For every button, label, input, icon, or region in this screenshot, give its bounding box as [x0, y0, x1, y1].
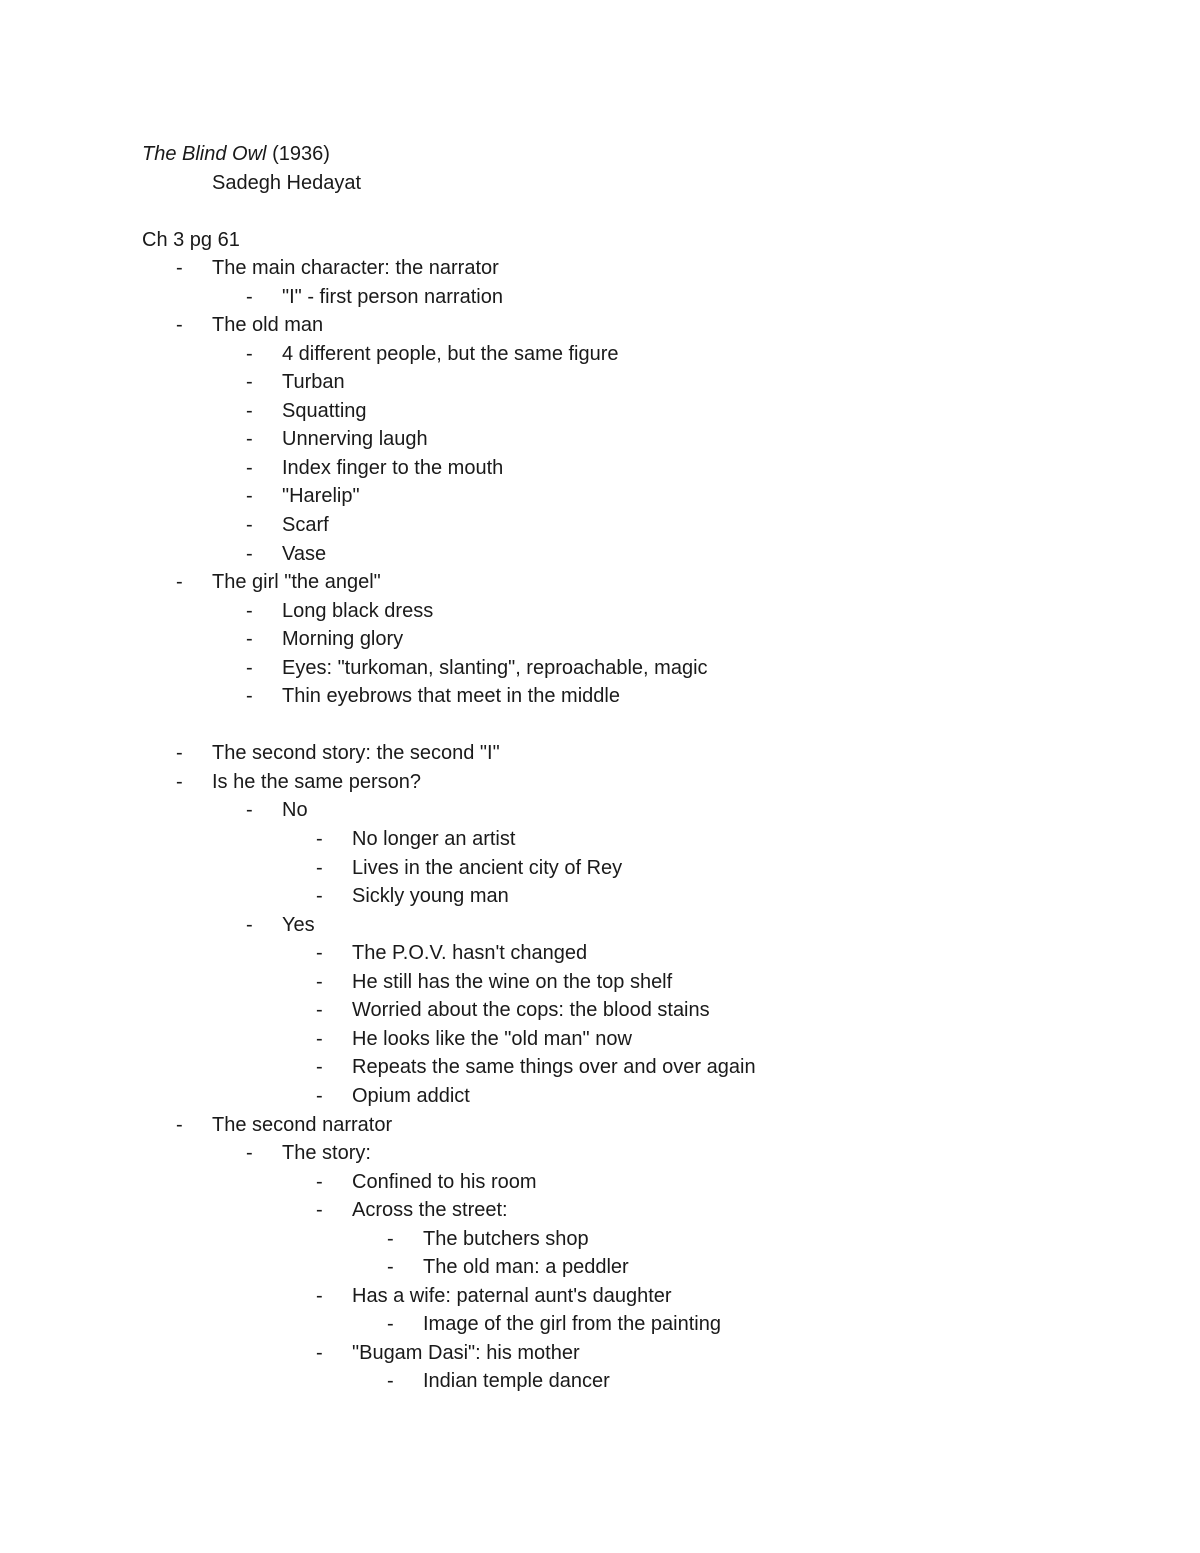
outline-item-level-2: "I" - first person narration	[282, 286, 503, 308]
outline-item-level-3: The P.O.V. hasn't changed	[352, 942, 588, 964]
bullet-dash: -	[246, 400, 253, 422]
publication-year: (1936)	[272, 143, 330, 165]
outline-item-level-1: Is he the same person?	[212, 771, 422, 793]
outline-item-level-1: The second narrator	[212, 1114, 393, 1136]
bullet-dash: -	[246, 657, 253, 679]
outline-item-level-3: Confined to his room	[352, 1171, 537, 1193]
bullet-dash: -	[246, 543, 253, 565]
bullet-dash: -	[316, 857, 323, 879]
outline-item-level-2: No	[282, 799, 308, 821]
bullet-dash: -	[246, 371, 253, 393]
outline-item-level-2: Eyes: "turkoman, slanting", reproachable, magic	[282, 657, 708, 679]
bullet-dash: -	[176, 742, 183, 764]
outline-item-level-3: "Bugam Dasi": his mother	[352, 1342, 580, 1364]
outline-item-level-2: Morning glory	[282, 628, 404, 650]
author-name: Sadegh Hedayat	[212, 172, 362, 194]
outline-item-level-4: Image of the girl from the painting	[423, 1313, 721, 1335]
bullet-dash: -	[387, 1228, 394, 1250]
outline-item-level-2: "Harelip"	[282, 485, 360, 507]
outline-item-level-2: Vase	[282, 543, 327, 565]
outline-item-level-3: Across the street:	[352, 1199, 508, 1221]
outline-item-level-2: 4 different people, but the same figure	[282, 343, 619, 365]
bullet-dash: -	[246, 628, 253, 650]
bullet-dash: -	[246, 457, 253, 479]
bullet-dash: -	[246, 343, 253, 365]
outline-item-level-2: Thin eyebrows that meet in the middle	[282, 685, 620, 707]
bullet-dash: -	[316, 971, 323, 993]
outline-item-level-3: Lives in the ancient city of Rey	[352, 857, 623, 879]
bullet-dash: -	[246, 685, 253, 707]
outline-item-level-3: Opium addict	[352, 1085, 470, 1107]
outline-item-level-2: Turban	[282, 371, 345, 393]
chapter-reference: Ch 3 pg 61	[142, 229, 240, 251]
bullet-dash: -	[316, 1342, 323, 1364]
outline-item-level-3: Worried about the cops: the blood stains	[352, 999, 710, 1021]
bullet-dash: -	[316, 1171, 323, 1193]
bullet-dash: -	[316, 999, 323, 1021]
outline-item-level-2: Squatting	[282, 400, 367, 422]
bullet-dash: -	[246, 914, 253, 936]
outline-item-level-3: Repeats the same things over and over again	[352, 1056, 756, 1078]
bullet-dash: -	[246, 514, 253, 536]
bullet-dash: -	[246, 1142, 253, 1164]
outline-item-level-4: The old man: a peddler	[423, 1256, 629, 1278]
bullet-dash: -	[316, 1085, 323, 1107]
bullet-dash: -	[176, 1114, 183, 1136]
bullet-dash: -	[387, 1256, 394, 1278]
document-title-line	[142, 142, 330, 166]
outline-item-level-2: Unnerving laugh	[282, 428, 428, 450]
bullet-dash: -	[246, 600, 253, 622]
bullet-dash: -	[246, 286, 253, 308]
outline-item-level-2: Long black dress	[282, 600, 434, 622]
bullet-dash: -	[316, 828, 323, 850]
book-title: The Blind Owl	[142, 143, 267, 165]
outline-item-level-1: The second story: the second "I"	[212, 742, 500, 764]
bullet-dash: -	[176, 771, 183, 793]
outline-item-level-1: The old man	[212, 314, 324, 336]
outline-item-level-2: Yes	[282, 914, 315, 936]
outline-item-level-2: Index finger to the mouth	[282, 457, 504, 479]
bullet-dash: -	[176, 257, 183, 279]
bullet-dash: -	[316, 1028, 323, 1050]
bullet-dash: -	[387, 1313, 394, 1335]
bullet-dash: -	[316, 1285, 323, 1307]
bullet-dash: -	[176, 571, 183, 593]
bullet-dash: -	[316, 885, 323, 907]
bullet-dash: -	[316, 942, 323, 964]
bullet-dash: -	[176, 314, 183, 336]
outline-item-level-2: The story:	[282, 1142, 371, 1164]
bullet-dash: -	[246, 428, 253, 450]
outline-item-level-3: Has a wife: paternal aunt's daughter	[352, 1285, 672, 1307]
outline-item-level-4: The butchers shop	[423, 1228, 589, 1250]
outline-item-level-1: The girl "the angel"	[212, 571, 381, 593]
outline-item-level-3: No longer an artist	[352, 828, 516, 850]
bullet-dash: -	[387, 1370, 394, 1392]
outline-item-level-2: Scarf	[282, 514, 329, 536]
outline-item-level-1: The main character: the narrator	[212, 257, 499, 279]
outline-item-level-3: Sickly young man	[352, 885, 509, 907]
outline-item-level-3: He still has the wine on the top shelf	[352, 971, 673, 993]
bullet-dash: -	[246, 799, 253, 821]
outline-item-level-3: He looks like the "old man" now	[352, 1028, 632, 1050]
bullet-dash: -	[316, 1056, 323, 1078]
outline-item-level-4: Indian temple dancer	[423, 1370, 610, 1392]
bullet-dash: -	[316, 1199, 323, 1221]
bullet-dash: -	[246, 485, 253, 507]
